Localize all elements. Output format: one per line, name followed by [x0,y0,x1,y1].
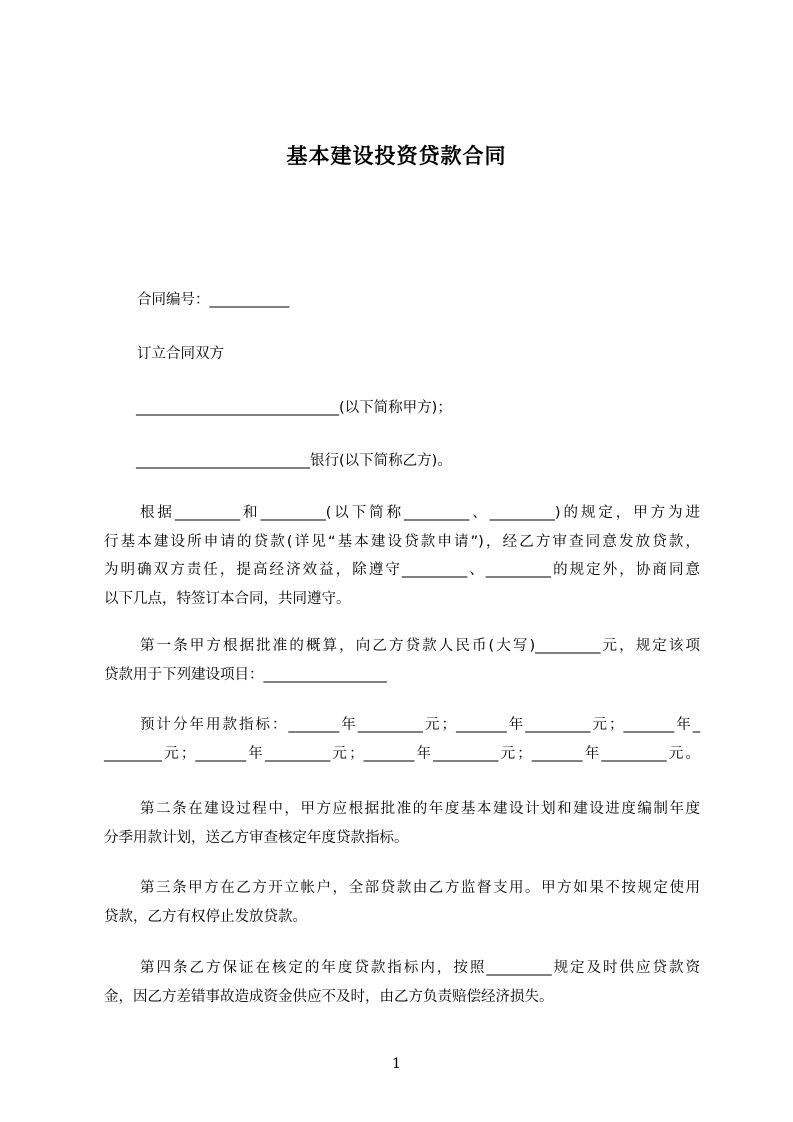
article-4-paragraph [104,954,700,1011]
article-2-paragraph [104,795,700,852]
text-line: 为明确双方责任，提高经济效益，除遵守_________、_________的规定外，协商同意 [104,562,700,578]
party-a-line: ____________________________(以下简称甲方)； [136,400,452,416]
text-line: 第三条甲方在乙方开立帐户，全部贷款由乙方监督支用。甲方如果不按规定使用 [140,880,700,896]
party-b-line: ________________________银行(以下简称乙方)。 [136,453,452,469]
schedule-paragraph [104,711,700,768]
preamble-paragraph [104,499,700,613]
text-line: 根据_________和_________(以下简称_________、_________)的规定，甲方为进 [140,505,700,521]
text-line: 预计分年用款指标：_______年_________元；_______年_________元；_______年_ [140,717,700,733]
text-line: 第一条甲方根据批准的概算，向乙方贷款人民币(大写)_________元，规定该项 [140,638,700,654]
text-line: 贷款用于下列建设项目：_________________ [104,666,387,683]
text-line: 行基本建设所申请的贷款(详见“基本建设贷款申请”)，经乙方审查同意发放贷款， [104,533,700,550]
parties-heading: 订立合同双方 [137,346,224,362]
text-line: 金，因乙方差错事故造成资金供应不及时，由乙方负责赔偿经济损失。 [104,988,554,1005]
article-3-paragraph [104,874,700,931]
text-line: 以下几点，特签订本合同，共同遵守。 [104,590,351,607]
text-line: 分季用款计划，送乙方审查核定年度贷款指标。 [104,829,409,846]
text-line: 第四条乙方保证在核定的年度贷款指标内，按照_________规定及时供应贷款资 [140,960,700,976]
page-number: 1 [392,1056,401,1072]
contract-number-line: 合同编号：___________ [137,292,290,308]
article-1-paragraph [104,632,700,689]
document-title: 基本建设投资贷款合同 [286,144,507,168]
text-line: 第二条在建设过程中，甲方应根据批准的年度基本建设计划和建设进度编制年度 [140,801,700,817]
text-line: ________元；_______年_________元；_______年_________元；_______年_________元。 [104,745,700,762]
text-line: 贷款，乙方有权停止发放贷款。 [104,908,307,925]
